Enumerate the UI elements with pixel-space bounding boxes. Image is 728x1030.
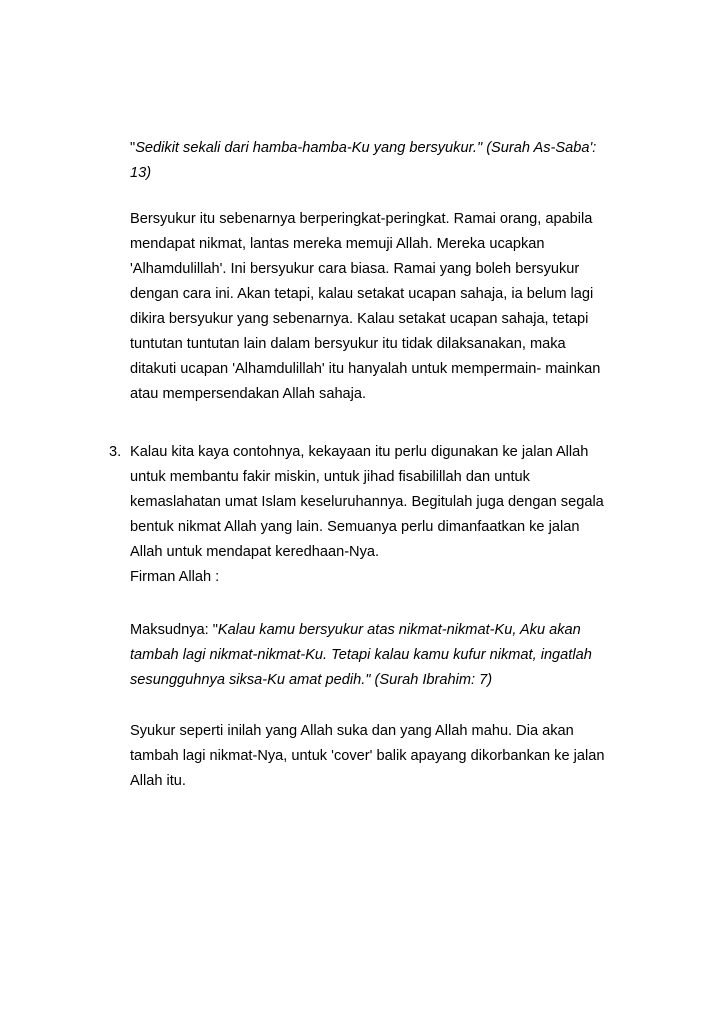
quote-surah-ibrahim [130, 618, 630, 693]
list-marker-3: 3. [109, 444, 122, 460]
list-item-line: kemaslahatan umat Islam keseluruhannya. Begitulah juga dengan segala [130, 494, 604, 510]
paragraph-line: Syukur seperti inilah yang Allah suka dan yang Allah mahu. Dia akan [130, 723, 574, 739]
paragraph-line: Allah itu. [130, 773, 186, 789]
paragraph-line: 'Alhamdulillah'. Ini bersyukur cara biasa. Ramai yang boleh bersyukur [130, 261, 580, 277]
list-item-line: Firman Allah : [130, 569, 220, 585]
quote-line [130, 618, 630, 643]
paragraph-line: dengan cara ini. Akan tetapi, kalau setakat ucapan sahaja, ia belum lagi [130, 286, 594, 302]
list-item-line: Kalau kita kaya contohnya, kekayaan itu perlu digunakan ke jalan Allah [130, 444, 589, 460]
paragraph-line: ditakuti ucapan 'Alhamdulillah' itu hanyalah untuk mempermain- mainkan [130, 361, 601, 377]
quote-text: Sedikit sekali dari hamba-hamba-Ku yang bersyukur." (Surah As-Saba': [135, 140, 597, 156]
quote-line: tambah lagi nikmat-nikmat-Ku. Tetapi kalau kamu kufur nikmat, ingatlah [130, 647, 592, 663]
quote-line: 13) [130, 165, 152, 181]
paragraph-line: dikira bersyukur yang sebenarnya. Kalau setakat ucapan sahaja, tetapi [130, 311, 589, 327]
paragraph-line: mendapat nikmat, lantas mereka memuji Allah. Mereka ucapkan [130, 236, 545, 252]
quote-open-mark: " [130, 140, 136, 156]
quote-prefix: Maksudnya: " [130, 622, 218, 638]
list-item-3 [130, 440, 630, 590]
quote-line: sesungguhnya siksa-Ku amat pedih." (Surah Ibrahim: 7) [130, 672, 493, 688]
quote-surah-saba [130, 136, 630, 186]
paragraph-syukur [130, 719, 630, 794]
quote-text: Kalau kamu bersyukur atas nikmat-nikmat-Ku, Aku akan [217, 622, 581, 638]
paragraph-line: tambah lagi nikmat-Nya, untuk 'cover' balik apayang dikorbankan ke jalan [130, 748, 605, 764]
paragraph-bersyukur [130, 207, 630, 407]
quote-line [130, 136, 630, 161]
list-item-line: Allah untuk mendapat keredhaan-Nya. [130, 544, 380, 560]
paragraph-line: atau mempersendakan Allah sahaja. [130, 386, 367, 402]
list-item-line: bentuk nikmat Allah yang lain. Semuanya perlu dimanfaatkan ke jalan [130, 519, 580, 535]
paragraph-line: Bersyukur itu sebenarnya berperingkat-peringkat. Ramai orang, apabila [130, 211, 593, 227]
list-item-line: untuk membantu fakir miskin, untuk jihad fisabilillah dan untuk [130, 469, 530, 485]
paragraph-line: tuntutan tuntutan lain dalam bersyukur itu tidak dilaksanakan, maka [130, 336, 566, 352]
